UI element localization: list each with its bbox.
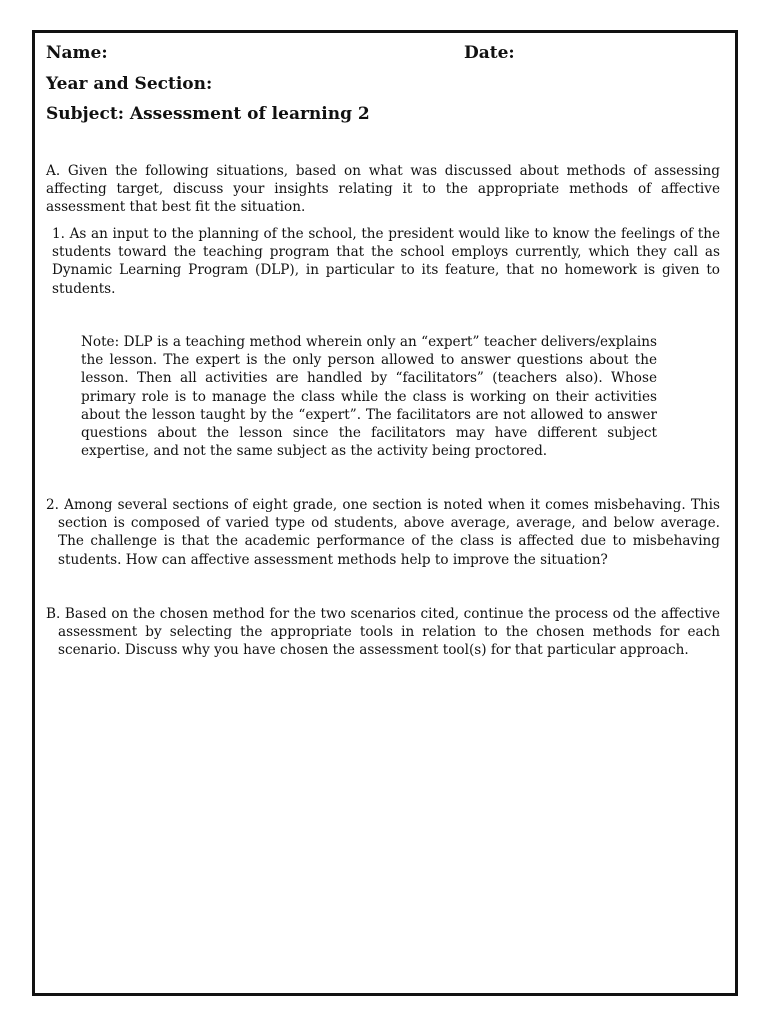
- subject-label: Subject: Assessment of learning 2: [46, 104, 370, 124]
- section-b-instruction: B. Based on the chosen method for the two scenarios cited, continue the process od the affective assessment by selecting the appropriate tools in relation to the chosen methods for each scenario. Discuss why you have chosen the assessment tool(s) for that particular approach.: [46, 606, 720, 659]
- note-text: Note: DLP is a teaching method wherein only an “expert” teacher delivers/explains the lesson. The expert is the only person allowed to answer questions about the lesson. Then all activities are handled by “facilitators” (teachers also). Whose primary role is to manage the class while the class is working on their activities about the lesson taught by the “expert”. The facilitators are not allowed to answer questions about the lesson since the facilitators may have different subject expertise, and not the same subject as the activity being proctored.: [81, 334, 657, 460]
- item-1-text: 1. As an input to the planning of the school, the president would like to know the feelings of the students toward the teaching program that the school employs currently, which they call as Dynamic Learning Program (DLP), in particular to its feature, that no homework is given to students.: [52, 226, 720, 297]
- section-a-instruction: A. Given the following situations, based on what was discussed about methods of assessing affecting target, discuss your insights relating it to the appropriate methods of affective assessment that best fit the situation.: [46, 163, 720, 216]
- date-label: Date:: [464, 43, 515, 63]
- item-2-text: 2. Among several sections of eight grade, one section is noted when it comes misbehaving. This section is composed of varied type od students, above average, average, and below average. The challenge is that the academic performance of the class is affected due to misbehaving students. How can affective assessment methods help to improve the situation?: [46, 497, 720, 568]
- year-section-label: Year and Section:: [46, 74, 213, 94]
- name-label: Name:: [46, 43, 108, 63]
